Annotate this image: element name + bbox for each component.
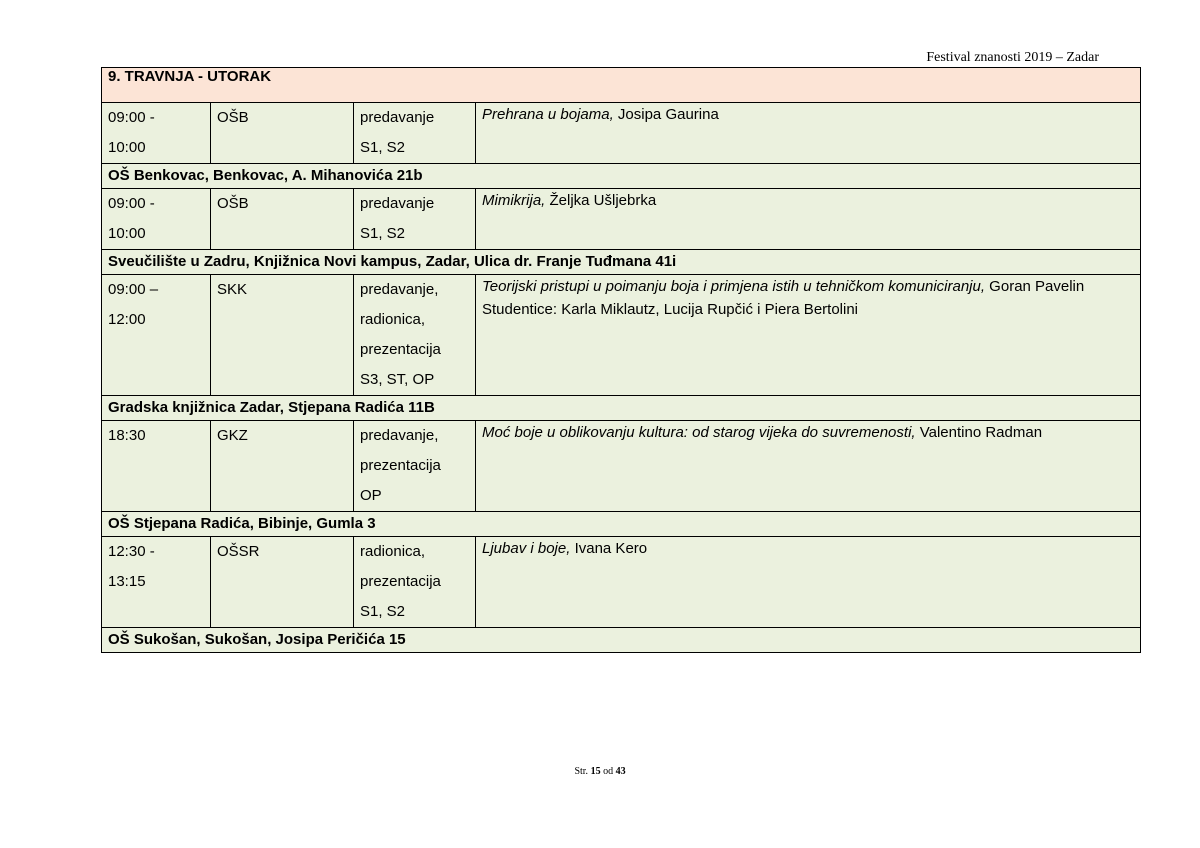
footer-page-total: 43 xyxy=(615,766,626,777)
day-header-row xyxy=(102,68,1141,103)
event-presenter: Željka Ušljebrka xyxy=(545,192,657,209)
event-title: Moć boje u oblikovanju kultura: od starog vijeka do suvremenosti, xyxy=(482,424,916,441)
running-header: Festival znanosti 2019 – Zadar xyxy=(926,50,1099,65)
type-line: predavanje, xyxy=(360,281,439,298)
event-presenter: Valentino Radman xyxy=(915,424,1043,441)
venue-name: OŠ Stjepana Radića, Bibinje, Gumla 3 xyxy=(102,512,1141,537)
event-presenter: Goran Pavelin xyxy=(985,278,1085,295)
event-row xyxy=(102,103,1141,164)
venue-row xyxy=(102,512,1141,537)
type-line: predavanje, xyxy=(360,427,439,444)
event-title: Teorijski pristupi u poimanju boja i primjena istih u tehničkom komuniciranju, xyxy=(482,278,986,295)
event-time xyxy=(102,103,211,164)
event-description xyxy=(476,275,1141,396)
event-description xyxy=(476,537,1141,628)
event-code: GKZ xyxy=(211,421,354,512)
type-line: S3, ST, OP xyxy=(360,371,435,388)
venue-name: Gradska knjižnica Zadar, Stjepana Radića 11B xyxy=(102,396,1141,421)
day-title: 9. TRAVNJA - UTORAK xyxy=(102,68,1141,103)
venue-name: OŠ Sukošan, Sukošan, Josipa Peričića 15 xyxy=(102,628,1141,653)
venue-row xyxy=(102,250,1141,275)
event-time xyxy=(102,275,211,396)
type-line: prezentacija xyxy=(360,573,441,590)
time-line: 09:00 - xyxy=(108,109,155,126)
event-title: Mimikrija, xyxy=(482,192,546,209)
event-code: SKK xyxy=(211,275,354,396)
event-description xyxy=(476,103,1141,164)
type-line: prezentacija xyxy=(360,341,441,358)
venue-row xyxy=(102,164,1141,189)
event-code: OŠB xyxy=(211,103,354,164)
type-line: S1, S2 xyxy=(360,225,406,242)
event-row xyxy=(102,537,1141,628)
venue-name: OŠ Benkovac, Benkovac, A. Mihanovića 21b xyxy=(102,164,1141,189)
event-row xyxy=(102,275,1141,396)
event-row xyxy=(102,189,1141,250)
venue-row xyxy=(102,396,1141,421)
time-line: 09:00 - xyxy=(108,195,155,212)
time-line: 10:00 xyxy=(108,225,146,242)
event-title: Ljubav i boje, xyxy=(482,540,571,557)
schedule-table xyxy=(101,67,1141,653)
footer-prefix: Str. xyxy=(574,766,591,777)
time-line: 10:00 xyxy=(108,139,146,156)
event-description xyxy=(476,421,1141,512)
time-line: 09:00 – xyxy=(108,281,159,298)
type-line: predavanje xyxy=(360,109,435,126)
type-line: S1, S2 xyxy=(360,603,406,620)
event-type xyxy=(354,537,476,628)
event-presenter: Ivana Kero xyxy=(570,540,648,557)
type-line: predavanje xyxy=(360,195,435,212)
type-line: OP xyxy=(360,487,382,504)
event-presenter: Josipa Gaurina xyxy=(613,106,719,123)
time-line: 12:00 xyxy=(108,311,146,328)
type-line: radionica, xyxy=(360,311,426,328)
type-line: prezentacija xyxy=(360,457,441,474)
venue-row xyxy=(102,628,1141,653)
time-line: 12:30 - xyxy=(108,543,155,560)
event-code: OŠSR xyxy=(211,537,354,628)
page-footer xyxy=(0,766,1200,777)
time-line: 13:15 xyxy=(108,573,146,590)
type-line: S1, S2 xyxy=(360,139,406,156)
event-extra: Studentice: Karla Miklautz, Lucija Rupčić i Piera Bertolini xyxy=(482,301,859,318)
event-time xyxy=(102,189,211,250)
event-title: Prehrana u bojama, xyxy=(482,106,614,123)
event-code: OŠB xyxy=(211,189,354,250)
event-time xyxy=(102,421,211,512)
type-line: radionica, xyxy=(360,543,426,560)
event-description xyxy=(476,189,1141,250)
time-line: 18:30 xyxy=(108,427,146,444)
event-type xyxy=(354,275,476,396)
footer-of: od xyxy=(600,766,616,777)
event-type xyxy=(354,103,476,164)
event-time xyxy=(102,537,211,628)
footer-page-number: 15 xyxy=(590,766,601,777)
event-row xyxy=(102,421,1141,512)
venue-name: Sveučilište u Zadru, Knjižnica Novi kampus, Zadar, Ulica dr. Franje Tuđmana 41i xyxy=(102,250,1141,275)
event-type xyxy=(354,189,476,250)
event-type xyxy=(354,421,476,512)
